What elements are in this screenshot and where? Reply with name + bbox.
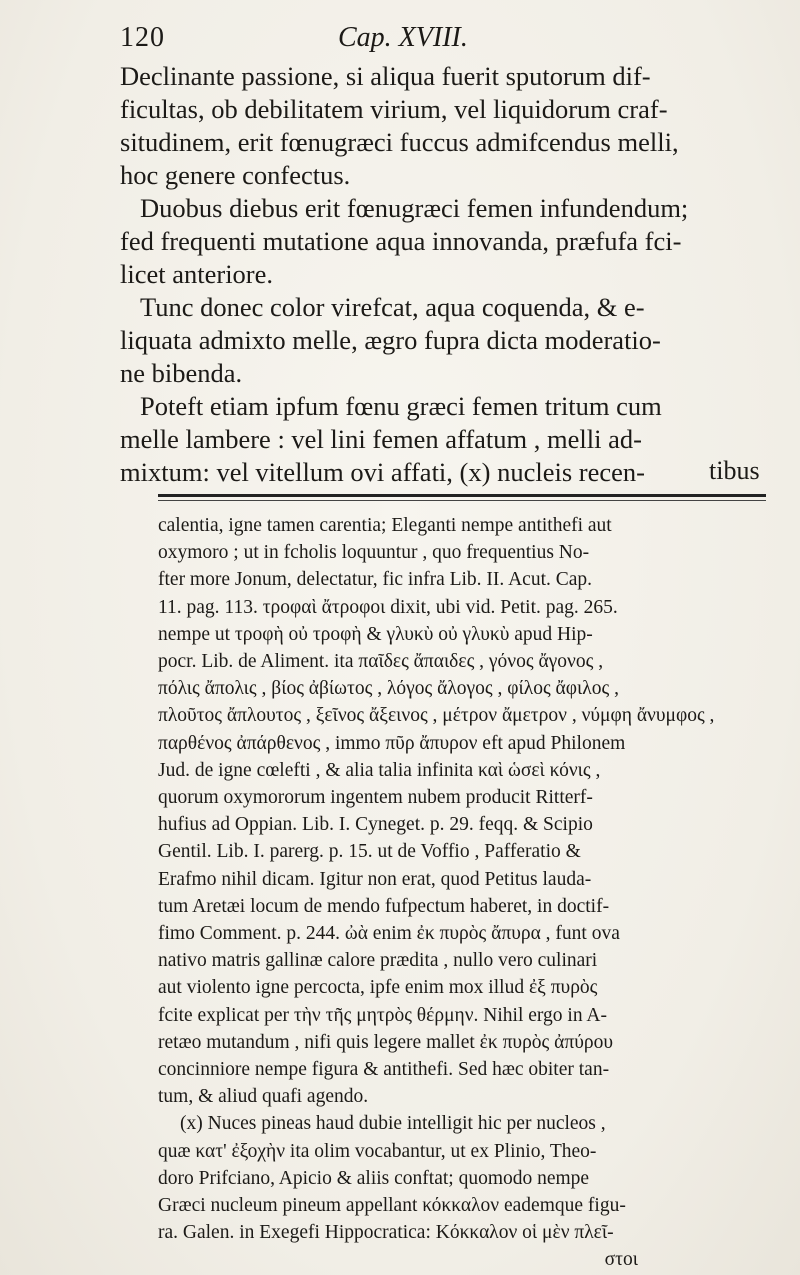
main-line: fed frequenti mutatione aqua innovanda, præfufa fci- <box>120 226 682 256</box>
note-line: παρθένος ἀπάρθενος , immo πῦρ ἄπυρον eft apud Philonem <box>158 732 626 754</box>
main-line: mixtum: vel vitellum ovi affati, (x) nucleis recen- <box>120 457 645 487</box>
note-line: Erafmo nihil dicam. Igitur non erat, quod Petitus lauda- <box>158 868 592 890</box>
main-line: Tunc donec color virefcat, aqua coquenda, & e- <box>140 292 645 322</box>
main-line: licet anteriore. <box>120 259 274 289</box>
main-line: Poteft etiam ipfum fœnu græci femen tritum cum <box>140 391 662 421</box>
main-line: melle lambere : vel lini femen affatum , melli ad- <box>120 424 642 454</box>
main-line: liquata admixto melle, ægro fupra dicta moderatio- <box>120 325 661 355</box>
note-line: tum, & aliud quafi agendo. <box>158 1086 369 1108</box>
main-line: Duobus diebus erit fœnugræci femen infundendum; <box>140 193 689 223</box>
note-line: aut violento igne percocta, ipfe enim mox illud ἐξ πυρὸς <box>158 977 598 999</box>
note-line: fcite explicat per τὴν τῆς μητρὸς θέρμην. Nihil ergo in A- <box>158 1004 607 1026</box>
main-line: situdinem, erit fœnugræci fuccus admifcendus melli, <box>120 127 679 157</box>
note-line: 11. pag. 113. τροφαὶ ἄτροφοι dixit, ubi vid. Petit. pag. 265. <box>158 596 618 618</box>
note-line: Græci nucleum pineum appellant κόκκαλον eademque figu- <box>158 1195 626 1217</box>
main-line: Declinante passione, si aliqua fuerit sputorum dif- <box>120 61 651 91</box>
page-header <box>120 22 760 62</box>
note-line: hufius ad Oppian. Lib. I. Cyneget. p. 29. feqq. & Scipio <box>158 814 593 836</box>
footnote-rule-thin <box>158 500 766 501</box>
footnote-rule <box>158 494 766 497</box>
note-line: tum Aretæi locum de mendo fufpectum haberet, in doctif- <box>158 895 610 917</box>
note-line: concinniore nempe figura & antithefi. Sed hæc obiter tan- <box>158 1059 610 1081</box>
note-line: doro Prifciano, Apicio & aliis conftat; quomodo nempe <box>158 1167 590 1189</box>
note-line: retæo mutandum , nifi quis legere mallet ἐκ πυρὸς ἀπύρου <box>158 1031 613 1053</box>
note-line: quæ κατ' ἐξοχὴν ita olim vocabantur, ut ex Plinio, Theo- <box>158 1140 597 1162</box>
note-line: fter more Jonum, delectatur, fic infra Lib. II. Acut. Cap. <box>158 569 593 591</box>
note-line: nativo matris gallinæ calore prædita , nullo vero culinari <box>158 950 598 972</box>
note-line: pocr. Lib. de Aliment. ita παῖδες ἄπαιδες , γόνος ἄγονος , <box>158 651 604 673</box>
note-line: πόλις ἄπολις , βίος ἀβίωτος , λόγος ἄλογος , φίλος ἄφιλος , <box>158 678 619 700</box>
main-line: ne bibenda. <box>120 358 243 388</box>
note-line: oxymoro ; ut in fcholis loquuntur , quo frequentius No- <box>158 542 590 564</box>
note-line: στοι <box>604 1249 638 1271</box>
note-line: πλοῦτος ἄπλουτος , ξεῖνος ἄξεινος , μέτρον ἄμετρον , νύμφη ἄνυμφος , <box>158 705 715 727</box>
page-number: 120 <box>120 22 165 53</box>
note-line: nempe ut τροφὴ οὐ τροφὴ & γλυκὺ οὐ γλυκὺ apud Hip- <box>158 623 593 645</box>
main-line: ficultas, ob debilitatem virium, vel liquidorum craf- <box>120 94 668 124</box>
note-line: ra. Galen. in Exegefi Hippocratica: Κόκκαλον οἱ μὲν πλεῖ- <box>158 1222 614 1244</box>
running-head: Cap. XVIII. <box>338 22 468 53</box>
note-line: Jud. de igne cœlefti , & alia talia infinita καὶ ὡσεὶ κόνις , <box>158 759 601 781</box>
catchword: tibus <box>709 456 760 485</box>
note-line: calentia, igne tamen carentia; Eleganti nempe antithefi aut <box>158 515 612 536</box>
main-line: hoc genere confectus. <box>120 160 351 190</box>
note-line: (x) Nuces pineas haud dubie intelligit hic per nucleos , <box>180 1113 606 1135</box>
footnotes <box>158 512 768 1274</box>
note-line: quorum oxymororum ingentem nubem producit Ritterf- <box>158 787 593 809</box>
note-line: Gentil. Lib. I. parerg. p. 15. ut de Voffio , Pafferatio & <box>158 841 581 863</box>
main-text <box>120 60 770 489</box>
note-line: fimo Comment. p. 244. ὠὰ enim ἐκ πυρὸς ἄπυρα , funt ova <box>158 923 620 945</box>
